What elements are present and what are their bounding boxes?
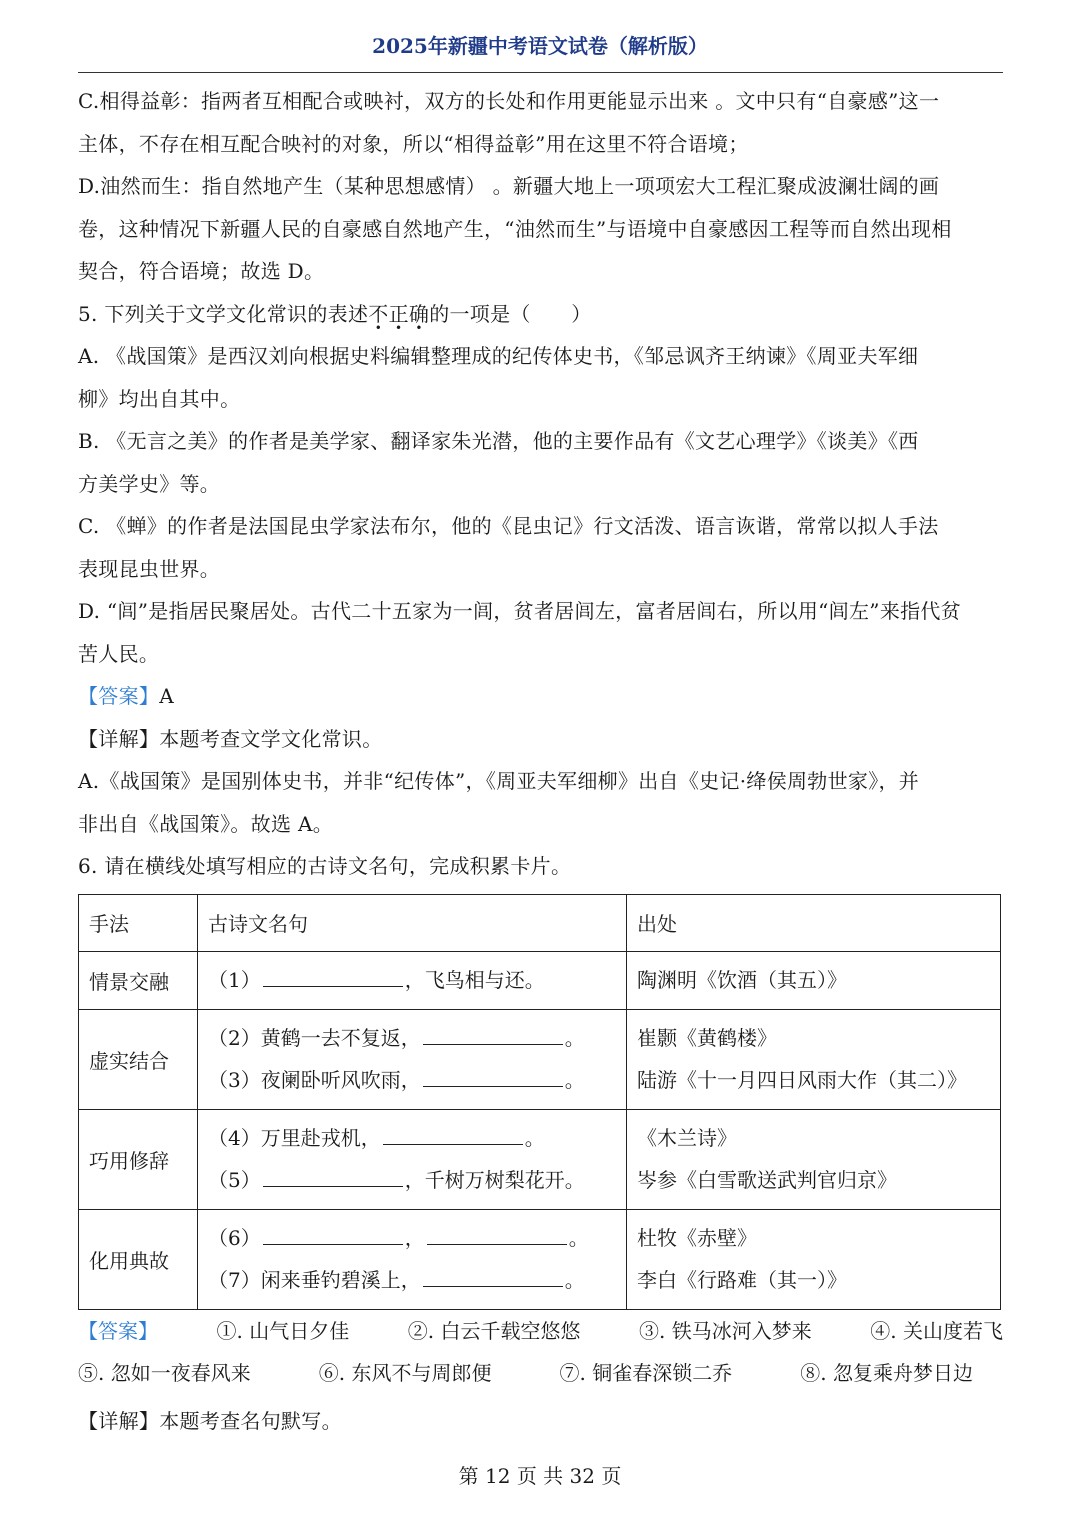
answer-item: ⑧. 忽复乘舟梦日边 — [800, 1360, 973, 1385]
method-cell: 情景交融 — [79, 951, 198, 1009]
verse-line: （4）万里赴戎机， 。 — [208, 1126, 545, 1150]
q5-option-c-line2: 表现昆虫世界。 — [78, 556, 221, 581]
verse-line: （3）夜阑卧听风吹雨， 。 — [208, 1068, 585, 1092]
q5-option-d-line1: D. “闾”是指居民聚居处。古代二十五家为一闾，贫者居闾左，富者居闾右，所以用“闾左”来指代贫 — [78, 599, 962, 623]
fill-blank[interactable] — [423, 1068, 563, 1087]
q5-detail — [78, 718, 1003, 761]
page-content — [78, 80, 1003, 1442]
method-cell: 巧用修辞 — [79, 1109, 198, 1209]
header-verse: 古诗文名句 — [198, 894, 627, 951]
q6-answers-row1 — [78, 1310, 1003, 1352]
detail-text: 本题考查文学文化常识。 — [159, 726, 383, 751]
verse-line: （2）黄鹤一去不复返， 。 — [208, 1026, 585, 1050]
fill-blank[interactable] — [263, 1226, 403, 1245]
page-footer: 第 12 页 共 32 页 — [458, 1464, 622, 1488]
answer-item: ⑤. 忽如一夜春风来 — [78, 1360, 251, 1385]
answer-item: ③. 铁马冰河入梦来 — [639, 1318, 812, 1343]
verse-cell — [198, 1109, 627, 1209]
q5-option-b-line2: 方美学史》等。 — [78, 471, 221, 496]
accumulation-card-table — [78, 894, 1001, 1310]
verse-cell — [198, 1209, 627, 1309]
fill-blank[interactable] — [423, 1026, 563, 1045]
verse-line: （5） ，千树万树梨花开。 — [208, 1168, 585, 1192]
q4-option-d-line1: D.油然而生：指自然地产生（某种思想感情） 。新疆大地上一项项宏大工程汇聚成波澜壮阔的画 — [78, 174, 940, 198]
table-row — [79, 1209, 1001, 1309]
q6-stem: 6. 请在横线处填写相应的古诗文名句，完成积累卡片。 — [78, 854, 572, 878]
fill-blank[interactable] — [427, 1226, 567, 1245]
q5-option-b-line1: B. 《无言之美》的作者是美学家、翻译家朱光潜，他的主要作品有《文艺心理学》《谈美》《西 — [78, 429, 919, 453]
verse-cell — [198, 1009, 627, 1109]
q5-stem-pre: 5. 下列关于文学文化常识的表述 — [78, 301, 369, 326]
emphasis-char: 确 — [408, 301, 430, 326]
q4-option-d-line3: 契合，符合语境；故选 D。 — [78, 259, 325, 283]
header-method: 手法 — [79, 894, 198, 951]
fill-blank[interactable] — [263, 968, 403, 987]
answer-value: A — [159, 684, 174, 708]
verse-cell — [198, 951, 627, 1009]
table-header-row — [79, 894, 1001, 951]
detail-label: 【详解】 — [78, 1408, 160, 1433]
verse-line: （6） ， 。 — [208, 1226, 589, 1250]
q4-option-c-line1: C.相得益彰：指两者互相配合或映衬，双方的长处和作用更能显示出来 。文中只有“自豪感”这一 — [78, 89, 940, 113]
header-divider — [78, 72, 1003, 73]
answer-label: 【答案】 — [78, 684, 160, 708]
q5-option-d-line2: 苦人民。 — [78, 641, 160, 666]
q5-detail-line2: 非出自《战国策》。故选 A。 — [78, 811, 334, 836]
source-cell: 《木兰诗》 岑参《白雪歌送武判官归京》 — [627, 1109, 1001, 1209]
fill-blank[interactable] — [383, 1126, 523, 1145]
fill-blank[interactable] — [263, 1168, 403, 1187]
q5-option-a-line2: 柳》均出自其中。 — [78, 386, 241, 411]
method-cell: 化用典故 — [79, 1209, 198, 1309]
answer-item: ④. 关山度若飞 — [870, 1318, 1003, 1343]
answer-item: ⑥. 东风不与周郎便 — [318, 1360, 492, 1385]
answer-item: ⑦. 铜雀春深锁二乔 — [559, 1360, 733, 1385]
q5-detail-line1: A.《战国策》是国别体史书，并非“纪传体”，《周亚夫军细柳》出自《史记·绛侯周勃世家》，并 — [78, 769, 920, 793]
q5-answer — [78, 675, 1003, 718]
answer-item: ②. 白云千载空悠悠 — [407, 1318, 581, 1343]
q5-option-c-line1: C. 《蝉》的作者是法国昆虫学家法布尔，他的《昆虫记》行文活泼、语言诙谐，常常以拟人手法 — [78, 514, 939, 538]
q4-option-d-line2: 卷，这种情况下新疆人民的自豪感自然地产生，“油然而生”与语境中自豪感因工程等而自然出现相 — [78, 216, 952, 241]
method-cell: 虚实结合 — [79, 1009, 198, 1109]
table-row — [79, 1009, 1001, 1109]
source-cell: 崔颢《黄鹤楼》 陆游《十一月四日风雨大作（其二）》 — [627, 1009, 1001, 1109]
q6-answers-row2 — [78, 1352, 1003, 1394]
emphasis-char: 不 — [368, 301, 389, 326]
q5-stem-post: 的一项是（ ） — [429, 301, 592, 326]
q5-stem — [78, 293, 1003, 336]
table-row — [79, 951, 1001, 1009]
verse-line: （7）闲来垂钓碧溪上， 。 — [208, 1268, 585, 1292]
detail-text: 本题考查名句默写。 — [159, 1408, 342, 1433]
verse-line: （1） ，飞鸟相与还。 — [208, 968, 545, 992]
page-header-title: 2025年新疆中考语文试卷（解析版） — [372, 34, 708, 58]
source-cell: 陶渊明《饮酒（其五）》 — [627, 951, 1001, 1009]
detail-label: 【详解】 — [78, 726, 160, 751]
answer-item: ①. 山气日夕佳 — [216, 1318, 350, 1343]
source-cell: 杜牧《赤壁》 李白《行路难（其一）》 — [627, 1209, 1001, 1309]
q6-detail — [78, 1400, 1003, 1443]
q4-option-c-line2: 主体，不存在相互配合映衬的对象，所以“相得益彰”用在这里不符合语境； — [78, 131, 749, 156]
q5-option-a-line1: A. 《战国策》是西汉刘向根据史料编辑整理成的纪传体史书，《邹忌讽齐王纳谏》《周亚夫军细 — [78, 344, 919, 368]
table-row — [79, 1109, 1001, 1209]
emphasis-char: 正 — [388, 301, 409, 326]
answer-label: 【答案】 — [78, 1318, 158, 1343]
header-source: 出处 — [627, 894, 1001, 951]
fill-blank[interactable] — [423, 1268, 563, 1287]
